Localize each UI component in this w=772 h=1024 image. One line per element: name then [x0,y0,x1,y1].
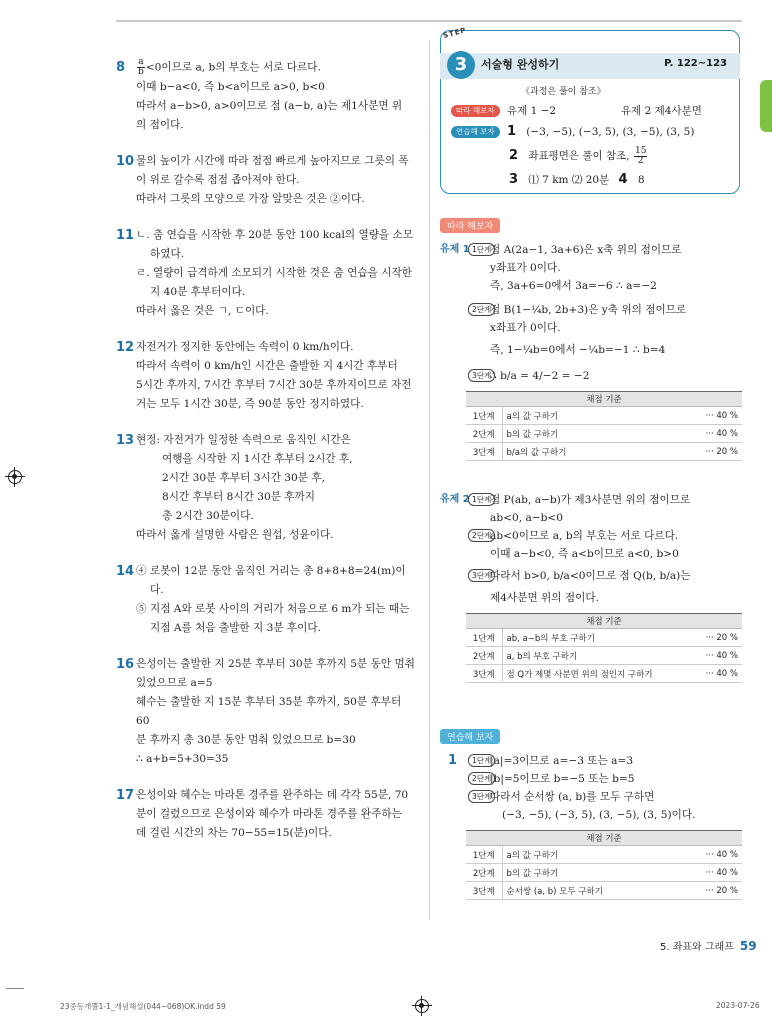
problem-12: 12 자전거가 정지한 동안에는 속력이 0 km/h이다. 따라서 속력이 0 km/h인 시간은 출발한 지 4시간 후부터 5시간 후까지, 7시간 후부터 7시간 30분 후까지이므로 자전 거는 모두 1시간 30분, 즉 90분 동안 정지하였다. [116,339,412,410]
follow-answers-row: 따라 해보자 유제 1 −2 유제 2 제4사분면 [451,102,736,121]
example-label: 유제 2 [440,494,470,505]
problem-11: 11 ㄴ. 춤 연습을 시작한 후 20분 동안 100 kcal의 열량을 소모 하였다. ㄹ. 열량이 급격하게 소모되기 시작한 것은 춤 연습을 시작한 지 40분 후부터이다. 따라서 옳은 것은 ㄱ, ㄷ이다. [116,227,414,317]
stage-badge: 2단계 [468,772,495,785]
step-note: 《과정은 풀이 참조》 [521,87,606,97]
file-slug: 23중등개뿔1-1_개념해설(044~068)OK.indd 59 [60,1002,226,1011]
practice-answer-3-4: 3 ⑴ 7 km ⑵ 20분 4 8 [509,172,645,187]
column-divider [429,40,430,920]
right-column [440,26,745,900]
follow-section-tag: 따라 해보자 [440,218,500,233]
top-rule [116,20,742,22]
step-page-ref: P. 122∼123 [664,58,727,69]
table-row: 1단계 ab, a−b의 부호 구하기 ··· 20 % [466,629,742,647]
practice-section-tag: 연습해 보자 [440,729,500,744]
crop-mark [6,988,24,989]
stage-badge: 3단계 [468,369,495,382]
table-row: 1단계 a의 값 구하기 ··· 40 % [466,407,742,425]
chapter-name: 5. 좌표와 그래프 [660,942,734,953]
stage-badge: 2단계 [468,529,495,542]
problem-13: 13 현정: 자전거가 일정한 속력으로 움직인 시간은 여행을 시작한 지 1시간 후부터 2시간 후, 2시간 30분 후부터 3시간 30분 후, 8시간 후부터 8시간 30분 후까지 총 2시간 30분이다. 따라서 옳게 설명한 사람은 원섭, 성윤이다. [116,432,353,541]
grading-table: 채점 기준 1단계 ab, a−b의 부호 구하기 ··· 20 % 2단계 a, b의 부호 구하기 ··· 40 % 3단계 점 Q가 제몇 사분면 위의 점인지 구하기 ··· 40 % [466,613,742,683]
problem-number: 14 [116,563,135,579]
problem-14: 14 ④ 로봇이 12분 동안 움직인 거리는 총 8+8+8=24(m)이 다. ⑤ 지점 A와 로봇 사이의 거리가 처음으로 6 m가 되는 때는 지점 A를 처음 출발한 지 3분 후이다. [116,563,410,634]
table-row: 1단계 a의 값 구하기 ··· 40 % [466,846,742,864]
table-row: 2단계 b의 값 구하기 ··· 40 % [466,425,742,443]
problem-number: 12 [116,339,135,355]
fraction: $\frac{a}{b}$ [138,57,144,77]
step-number-badge: 3 [447,51,475,79]
example-label: 유제 1 [440,244,470,255]
registration-mark-icon [8,470,22,484]
follow-section [440,218,745,683]
practice-number: 1 [448,753,458,768]
table-row: 3단계 순서쌍 (a, b) 모두 구하기 ··· 20 % [466,882,742,900]
step-answer-box [440,26,740,194]
problem-number: 13 [116,432,135,448]
practice-section: 연습해 보자 1 1단계 |a|=3이므로 a=−3 또는 a=3 2단계 |b|=5이므로 b=−5 또는 b=5 3단계 따라서 순서쌍 (a, b)를 모두 구하면 (−3, −5), (−3, 5), (3, −5), (3, 5)이다. 채점 기준 1단계 a의 값 구하기 ··· 40 % 2단계 b의 값 구하기 ··· 40 % 3단계 순서쌍 (a, b) 모두 구하기 ··· 20 % [440,729,745,900]
print-date: 2023-07-26 [716,1001,760,1010]
practice-tag: 연습해 보자 [451,126,500,138]
problem-number: 8 [116,60,126,75]
grading-table: 채점 기준 1단계 a의 값 구하기 ··· 40 % 2단계 b의 값 구하기 ··· 40 % 3단계 순서쌍 (a, b) 모두 구하기 ··· 20 % [466,830,742,900]
fraction: $\frac{15}{2}$ [635,145,647,166]
problem-10: 10 물의 높이가 시간에 따라 점점 빠르게 높아지므로 그릇의 폭 이 위로 갈수록 점점 좁아져야 한다. 따라서 그릇의 모양으로 가장 알맞은 것은 ②이다. [116,153,409,205]
table-row: 2단계 a, b의 부호 구하기 ··· 40 % [466,647,742,665]
registration-mark-icon [415,999,429,1013]
stage-badge: 2단계 [468,303,495,316]
example-2: 유제 2 1단계 점 P(ab, a−b)가 제3사분면 위의 점이므로 ab<0, a−b<0 2단계 ab<0이므로 a, b의 부호는 서로 다르다. 이때 a−b<0, 즉 a<b이므로 a<0, b>0 3단계 따라서 b>0, b/a<0이므로 점 Q(b, b/a)는 제4사분면 위의 점이다. 채점 기준 1단계 ab, a−b의 부호 구하기 ··· 20 % 2단계 a, b의 부호 구하기 ··· 40 % 3단계 점 Q가 제몇 사분면 위의 점인지 구하기 ··· 40 % [440,491,745,683]
chapter-tab [760,80,772,132]
example-1: 유제 1 1단계 점 A(2a−1, 3a+6)은 x축 위의 점이므로 y좌표가 0이다. 즉, 3a+6=0에서 3a=−6 ∴ a=−2 2단계 점 B(1−¼b, 2b+3)은 y축 위의 점이므로 x좌표가 0이다. 즉, 1−¼b=0에서 −¼b=−1 ∴ b=4 3단계 ∴ b/a = 4/−2 = −2 채점 기준 1단계 a의 값 구하기 ··· 40 % 2단계 b의 값 구하기 ··· 40 % 3단계 b/a의 값 구하기 ··· 20 % [440,241,745,461]
stage-badge: 3단계 [468,569,495,582]
practice-answer-2: 2 좌표평면은 풀이 참조, $\frac{15}{2}$ [509,145,647,166]
problem-16: 16 은성이는 출발한 지 25분 후부터 30분 후까지 5분 동안 멈춰 있었으므로 a=5 혜수는 출발한 지 15분 후부터 35분 후까지, 50분 후부터 60 분 후까지 총 30분 동안 멈춰 있었으므로 b=30 ∴ a+b=5+30=35 [116,656,415,765]
step-label: STEP [442,26,468,40]
follow-tag: 따라 해보자 [451,105,500,117]
problem-number: 11 [116,227,135,243]
problem-number: 17 [116,787,135,803]
practice-answer-1: 연습해 보자 1 (−3, −5), (−3, 5), (3, −5), (3, 5) [451,121,736,143]
stage-badge: 1단계 [468,754,495,767]
left-column [116,58,416,860]
problem-17: 17 은성이와 혜수는 마라톤 경주를 완주하는 데 각각 55분, 70 분이 걸렸으므로 은성이와 혜수가 마라톤 경주를 완주하는 데 걸린 시간의 차는 70−55=15(분)이다. [116,787,409,839]
step-body [451,83,736,191]
stage-badge: 1단계 [468,243,495,256]
page-number: 59 [739,939,757,953]
stage-badge: 3단계 [468,790,495,803]
step-title: 서술형 완성하기 [481,58,560,71]
stage-badge: 1단계 [468,493,495,506]
table-row: 3단계 b/a의 값 구하기 ··· 20 % [466,443,742,461]
page-footer [660,938,757,953]
problem-number: 16 [116,656,135,672]
grading-table: 채점 기준 1단계 a의 값 구하기 ··· 40 % 2단계 b의 값 구하기 ··· 40 % 3단계 b/a의 값 구하기 ··· 20 % [466,391,742,461]
problem-number: 10 [116,153,135,169]
problem-8: 8 $\frac{a}{b}$ <0이므로 a, b의 부호는 서로 다르다. 이때 b−a<0, 즉 b<a이므로 a>0, b<0 따라서 a−b>0, a>0이므로 점 (a−b, a)는 제1사분면 위 의 점이다. [116,57,403,131]
table-row: 2단계 b의 값 구하기 ··· 40 % [466,864,742,882]
table-row: 3단계 점 Q가 제몇 사분면 위의 점인지 구하기 ··· 40 % [466,665,742,683]
